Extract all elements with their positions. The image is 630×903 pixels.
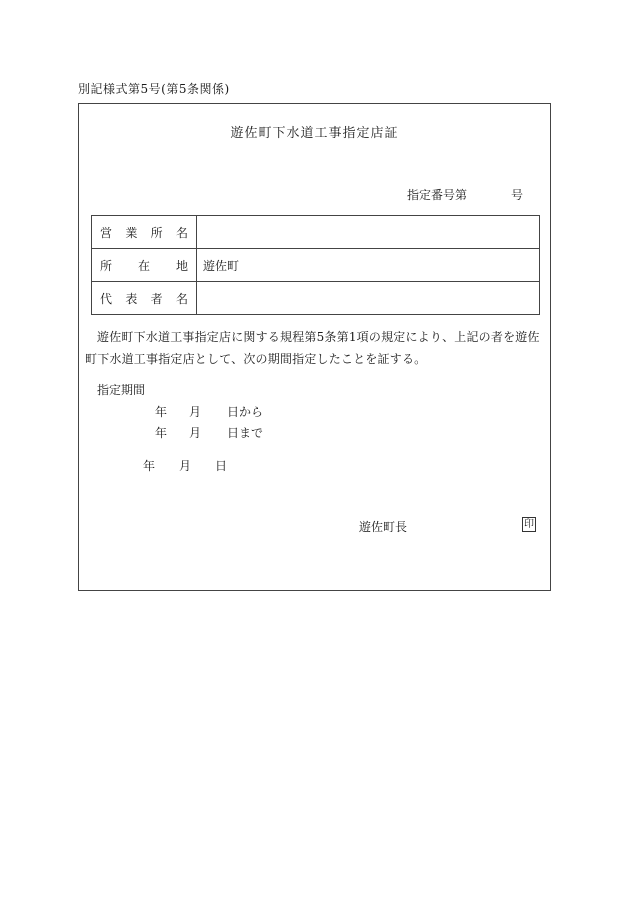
table-row [92,216,540,249]
certificate-title: 遊佐町下水道工事指定店証 [230,126,399,141]
info-table [91,215,540,315]
location-value: 遊佐町 [197,249,540,282]
form-number: 別記様式第5号(第5条関係) [78,82,230,96]
designation-number-suffix: 号 [511,188,524,202]
table-row [92,282,540,315]
location-label: 所 在 地 [92,249,197,282]
issuer-name: 遊佐町長 [359,520,408,534]
designation-number-prefix: 指定番号第 [407,188,468,202]
table-row [92,249,540,282]
certification-text: 遊佐町下水道工事指定店に関する規程第5条第1項の規定により、上記の者を遊佐町下水道工事指定店として、次の期間指定したことを証する。 [85,330,540,366]
seal-stamp: 印 [524,519,534,530]
period-label: 指定期間 [97,383,146,397]
business-name-label: 営 業 所 名 [92,216,197,249]
designation-number [407,186,524,203]
certificate-frame: 遊佐町下水道工事指定店証 指定番号第 号 営 業 所 名 所 在 地 遊佐町 代 表 者 名 遊佐町下水道工事指定店に関する規程第5条第1項の規定により、上記の者を遊佐町下水道工事指定店として、次の期間指定したことを証する。 指定期間 年 月 日から 年 月 日まで 年 月 日 遊佐町長 印 [78,103,551,591]
business-name-value [197,216,540,249]
representative-label: 代 表 者 名 [92,282,197,315]
representative-value [197,282,540,315]
